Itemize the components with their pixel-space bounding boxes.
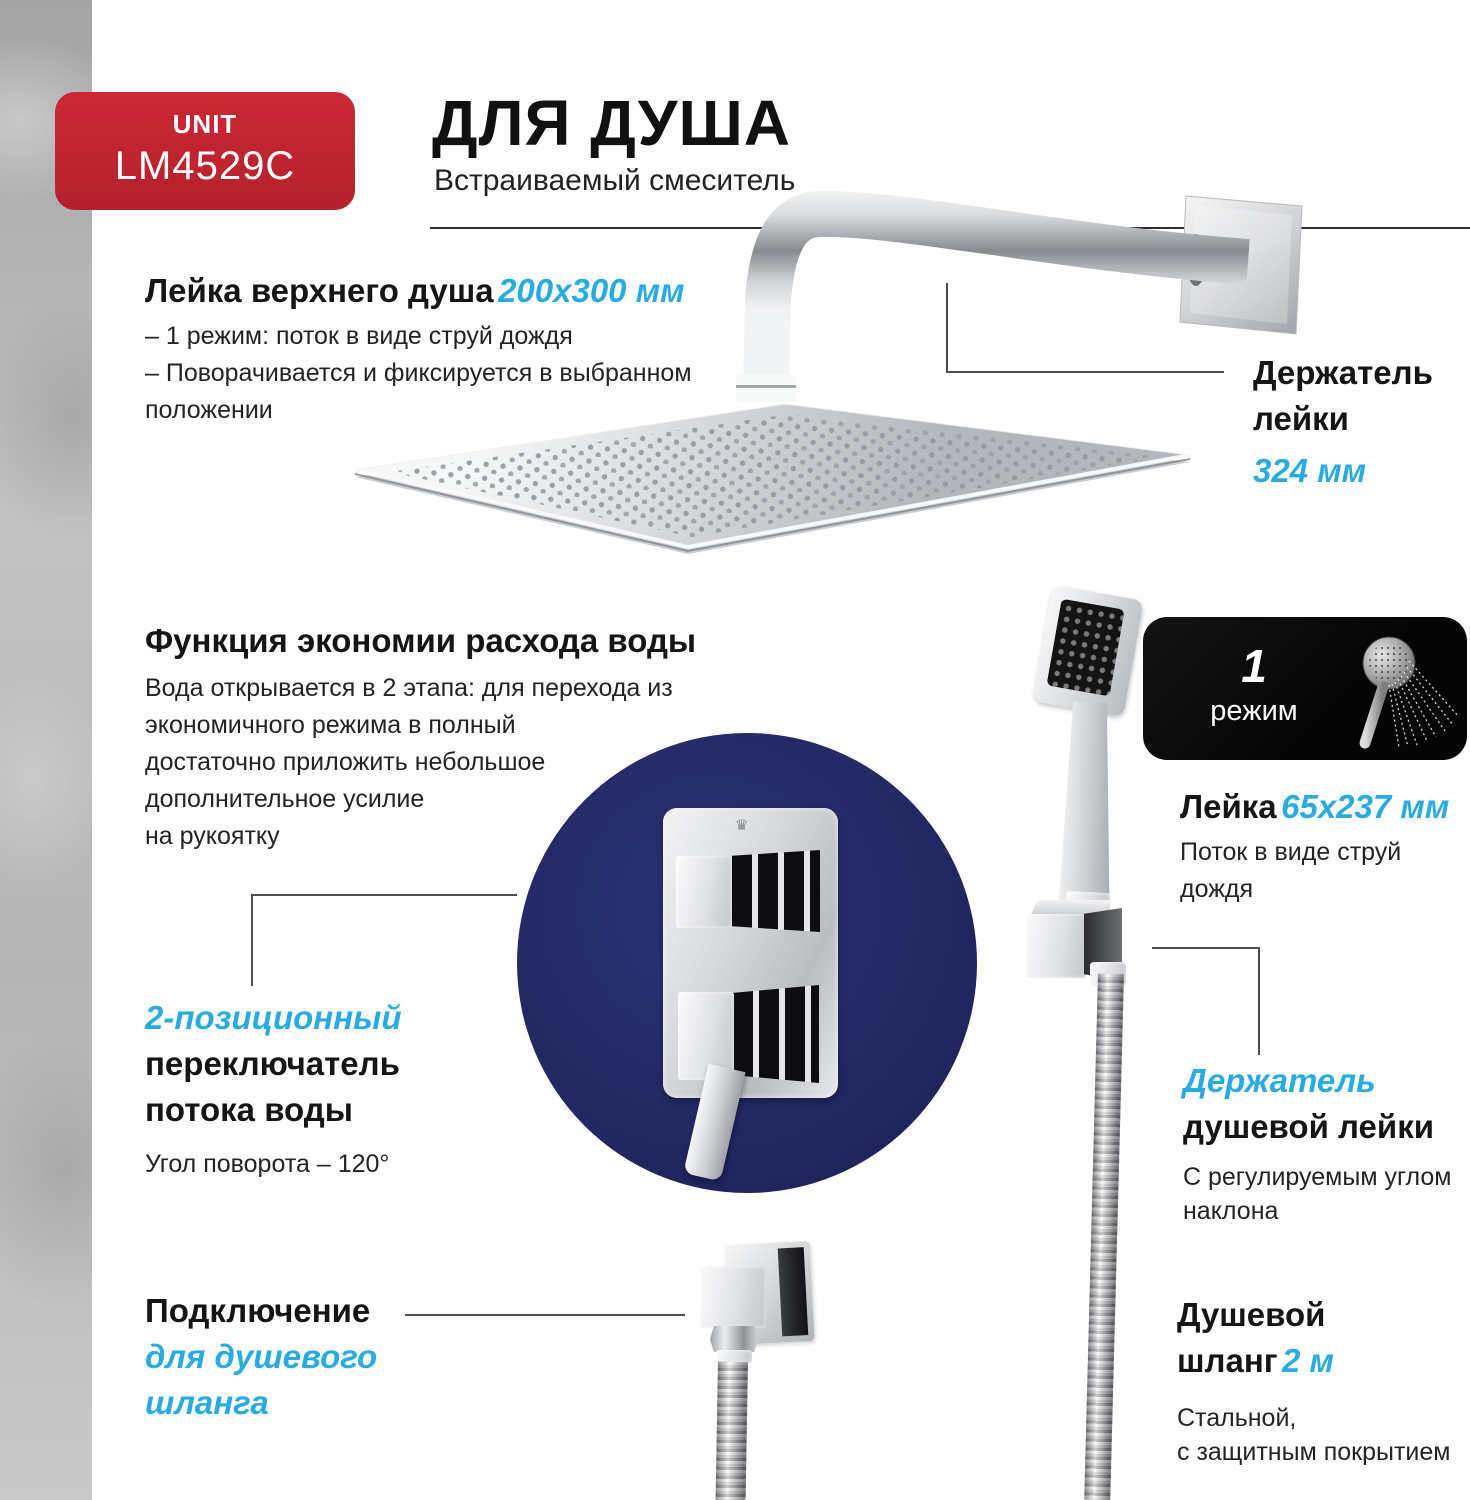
diverter-text-block [145, 995, 402, 1187]
hose-line2: шланг [1177, 1342, 1278, 1379]
top-shower-text-block [145, 272, 745, 429]
connector-diverter-vertical [251, 894, 253, 986]
arm-holder-text-block [1253, 350, 1433, 494]
arm-holder-size: 324 мм [1253, 452, 1367, 489]
lemark-logo-icon: ♛ [735, 817, 749, 834]
arm-holder-line1: Держатель [1253, 354, 1433, 391]
shower-hose-image [1084, 974, 1124, 1500]
arm-holder-line2: лейки [1253, 400, 1349, 437]
unit-label: UNIT [172, 109, 238, 139]
connector-hand-holder-horizontal [1152, 947, 1260, 949]
connection-text-block [145, 1288, 377, 1426]
hand-shower-heading: Лейка [1180, 788, 1277, 825]
page-title: ДЛЯ ДУША [432, 87, 791, 159]
shower-arm-tube [736, 214, 1248, 402]
connection-line3: шланга [145, 1384, 269, 1421]
diverter-line3: потока воды [145, 1091, 353, 1128]
hose-size: 2 м [1281, 1342, 1334, 1379]
hose-note-line: с защитным покрытием [1177, 1438, 1451, 1466]
mixer-diverter-knob [676, 856, 732, 928]
mode-text [1179, 639, 1329, 728]
hand-shower-head-image [1032, 585, 1143, 717]
outlet-hose-image [716, 1362, 748, 1500]
hand-holder-text-block [1183, 1058, 1463, 1228]
eco-body-line: на рукоятку [145, 822, 280, 850]
hand-holder-line1: Держатель [1183, 1062, 1376, 1099]
connector-diverter-horizontal [251, 894, 517, 896]
hand-shower-text-block [1180, 788, 1470, 908]
connector-connection-horizontal [405, 1314, 685, 1316]
top-shower-bullet-line: положении [145, 396, 273, 424]
diverter-line2: переключатель [145, 1045, 400, 1082]
page-subtitle: Встраиваемый смеситель [434, 164, 796, 197]
hose-text-block [1177, 1292, 1467, 1469]
hand-holder-note-line: С регулируемым углом [1183, 1163, 1452, 1191]
hose-outlet-cube [700, 1266, 766, 1328]
connector-hand-holder-vertical [1258, 947, 1260, 1055]
hand-shower-holder-image [1026, 914, 1086, 978]
hose-outlet-plate-shade [778, 1247, 809, 1336]
mode-count-badge [1143, 617, 1467, 760]
eco-body-line: экономичного режима в полный [145, 711, 516, 739]
eco-heading: Функция экономии расхода воды [145, 622, 697, 659]
hand-shower-nozzles [1046, 599, 1124, 697]
top-shower-bullet-line: – 1 режим: поток в виде струй дождя [145, 322, 573, 350]
hand-holder-note-line: наклона [1183, 1197, 1279, 1225]
mode-label: режим [1210, 695, 1298, 727]
unit-code: LM4529C [114, 144, 296, 188]
hand-holder-line2: душевой лейки [1183, 1108, 1434, 1145]
concrete-wall-strip [0, 0, 92, 1500]
eco-body-line: достаточно приложить небольшое [145, 748, 546, 776]
connection-line1: Подключение [145, 1292, 371, 1329]
top-shower-size: 200x300 мм [498, 272, 685, 309]
top-shower-bullet-line: – Поворачивается и фиксируется в выбранном [145, 359, 692, 387]
hose-outlet-nut [710, 1326, 758, 1352]
mode-number: 1 [1241, 640, 1267, 692]
top-shower-heading: Лейка верхнего душа [145, 272, 494, 309]
mixer-diverter-knob-side [732, 850, 820, 932]
diverter-note: Угол поворота – 120° [145, 1150, 390, 1178]
eco-body-line: Вода открывается в 2 этапа: для перехода из [145, 674, 673, 702]
diverter-line1: 2-позиционный [145, 999, 402, 1036]
connection-line2: для душевого [145, 1338, 378, 1375]
hose-line1: Душевой [1177, 1296, 1326, 1333]
spraying-shower-icon [1331, 621, 1466, 756]
mixer-lever-side [733, 985, 819, 1083]
eco-body-line: дополнительное усилие [145, 785, 425, 813]
hand-shower-size: 65x237 мм [1281, 788, 1450, 825]
hose-note-line: Стальной, [1177, 1404, 1297, 1432]
hand-shower-note: Поток в виде струй дождя [1180, 838, 1402, 903]
